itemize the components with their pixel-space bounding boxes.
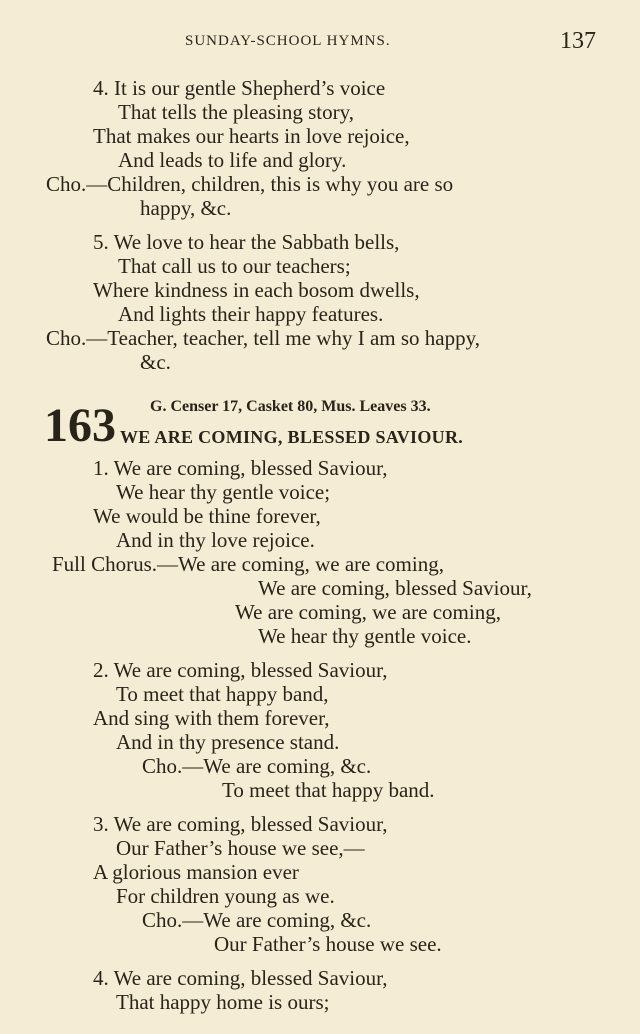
- hymn-title: WE ARE COMING, BLESSED SAVIOUR.: [120, 427, 464, 447]
- verse-line: To meet that happy band,: [116, 682, 329, 706]
- verse-line: That makes our hearts in love rejoice,: [93, 124, 410, 148]
- verse-line: 5. We love to hear the Sabbath bells,: [93, 230, 400, 254]
- chorus-line: Our Father’s house we see.: [214, 932, 442, 956]
- chorus-line: Cho.—Teacher, teacher, tell me why I am so happy,: [46, 326, 480, 350]
- chorus-line: happy, &c.: [140, 196, 232, 220]
- chorus-line: Cho.—We are coming, &c.: [142, 908, 372, 932]
- chorus-line: We hear thy gentle voice.: [258, 624, 472, 648]
- verse-line: That tells the pleasing story,: [118, 100, 355, 124]
- chorus-line: Cho.—Children, children, this is why you are so: [46, 172, 454, 196]
- verse-line: Our Father’s house we see,—: [116, 836, 365, 860]
- verse-line: We hear thy gentle voice;: [116, 480, 331, 504]
- verse-line: And in thy love rejoice.: [116, 528, 315, 552]
- chorus-line: &c.: [140, 350, 171, 374]
- verse-line: 3. We are coming, blessed Saviour,: [93, 812, 388, 836]
- verse-line: 1. We are coming, blessed Saviour,: [93, 456, 388, 480]
- verse-line: 4. We are coming, blessed Saviour,: [93, 966, 388, 990]
- hymn-number: 163: [44, 399, 116, 452]
- verse-line: And sing with them forever,: [93, 706, 330, 730]
- verse-line: 4. It is our gentle Shepherd’s voice: [93, 76, 386, 100]
- hymn-sources: G. Censer 17, Casket 80, Mus. Leaves 33.: [150, 398, 431, 415]
- verse-line: And leads to life and glory.: [118, 148, 347, 172]
- chorus-line: To meet that happy band.: [222, 778, 435, 802]
- chorus-line: Full Chorus.—We are coming, we are coming,: [52, 552, 444, 576]
- running-header: SUNDAY-SCHOOL HYMNS.: [185, 33, 391, 49]
- verse-line: For children young as we.: [116, 884, 335, 908]
- verse-line: That call us to our teachers;: [118, 254, 351, 278]
- verse-line: Where kindness in each bosom dwells,: [93, 278, 420, 302]
- verse-line: And lights their happy features.: [118, 302, 384, 326]
- verse-line: And in thy presence stand.: [116, 730, 340, 754]
- verse-line: 2. We are coming, blessed Saviour,: [93, 658, 388, 682]
- chorus-line: Cho.—We are coming, &c.: [142, 754, 372, 778]
- verse-line: A glorious mansion ever: [93, 860, 299, 884]
- verse-line: We would be thine forever,: [93, 504, 321, 528]
- chorus-line: We are coming, we are coming,: [235, 600, 501, 624]
- verse-line: That happy home is ours;: [116, 990, 330, 1014]
- page-number: 137: [560, 28, 596, 54]
- chorus-line: We are coming, blessed Saviour,: [258, 576, 532, 600]
